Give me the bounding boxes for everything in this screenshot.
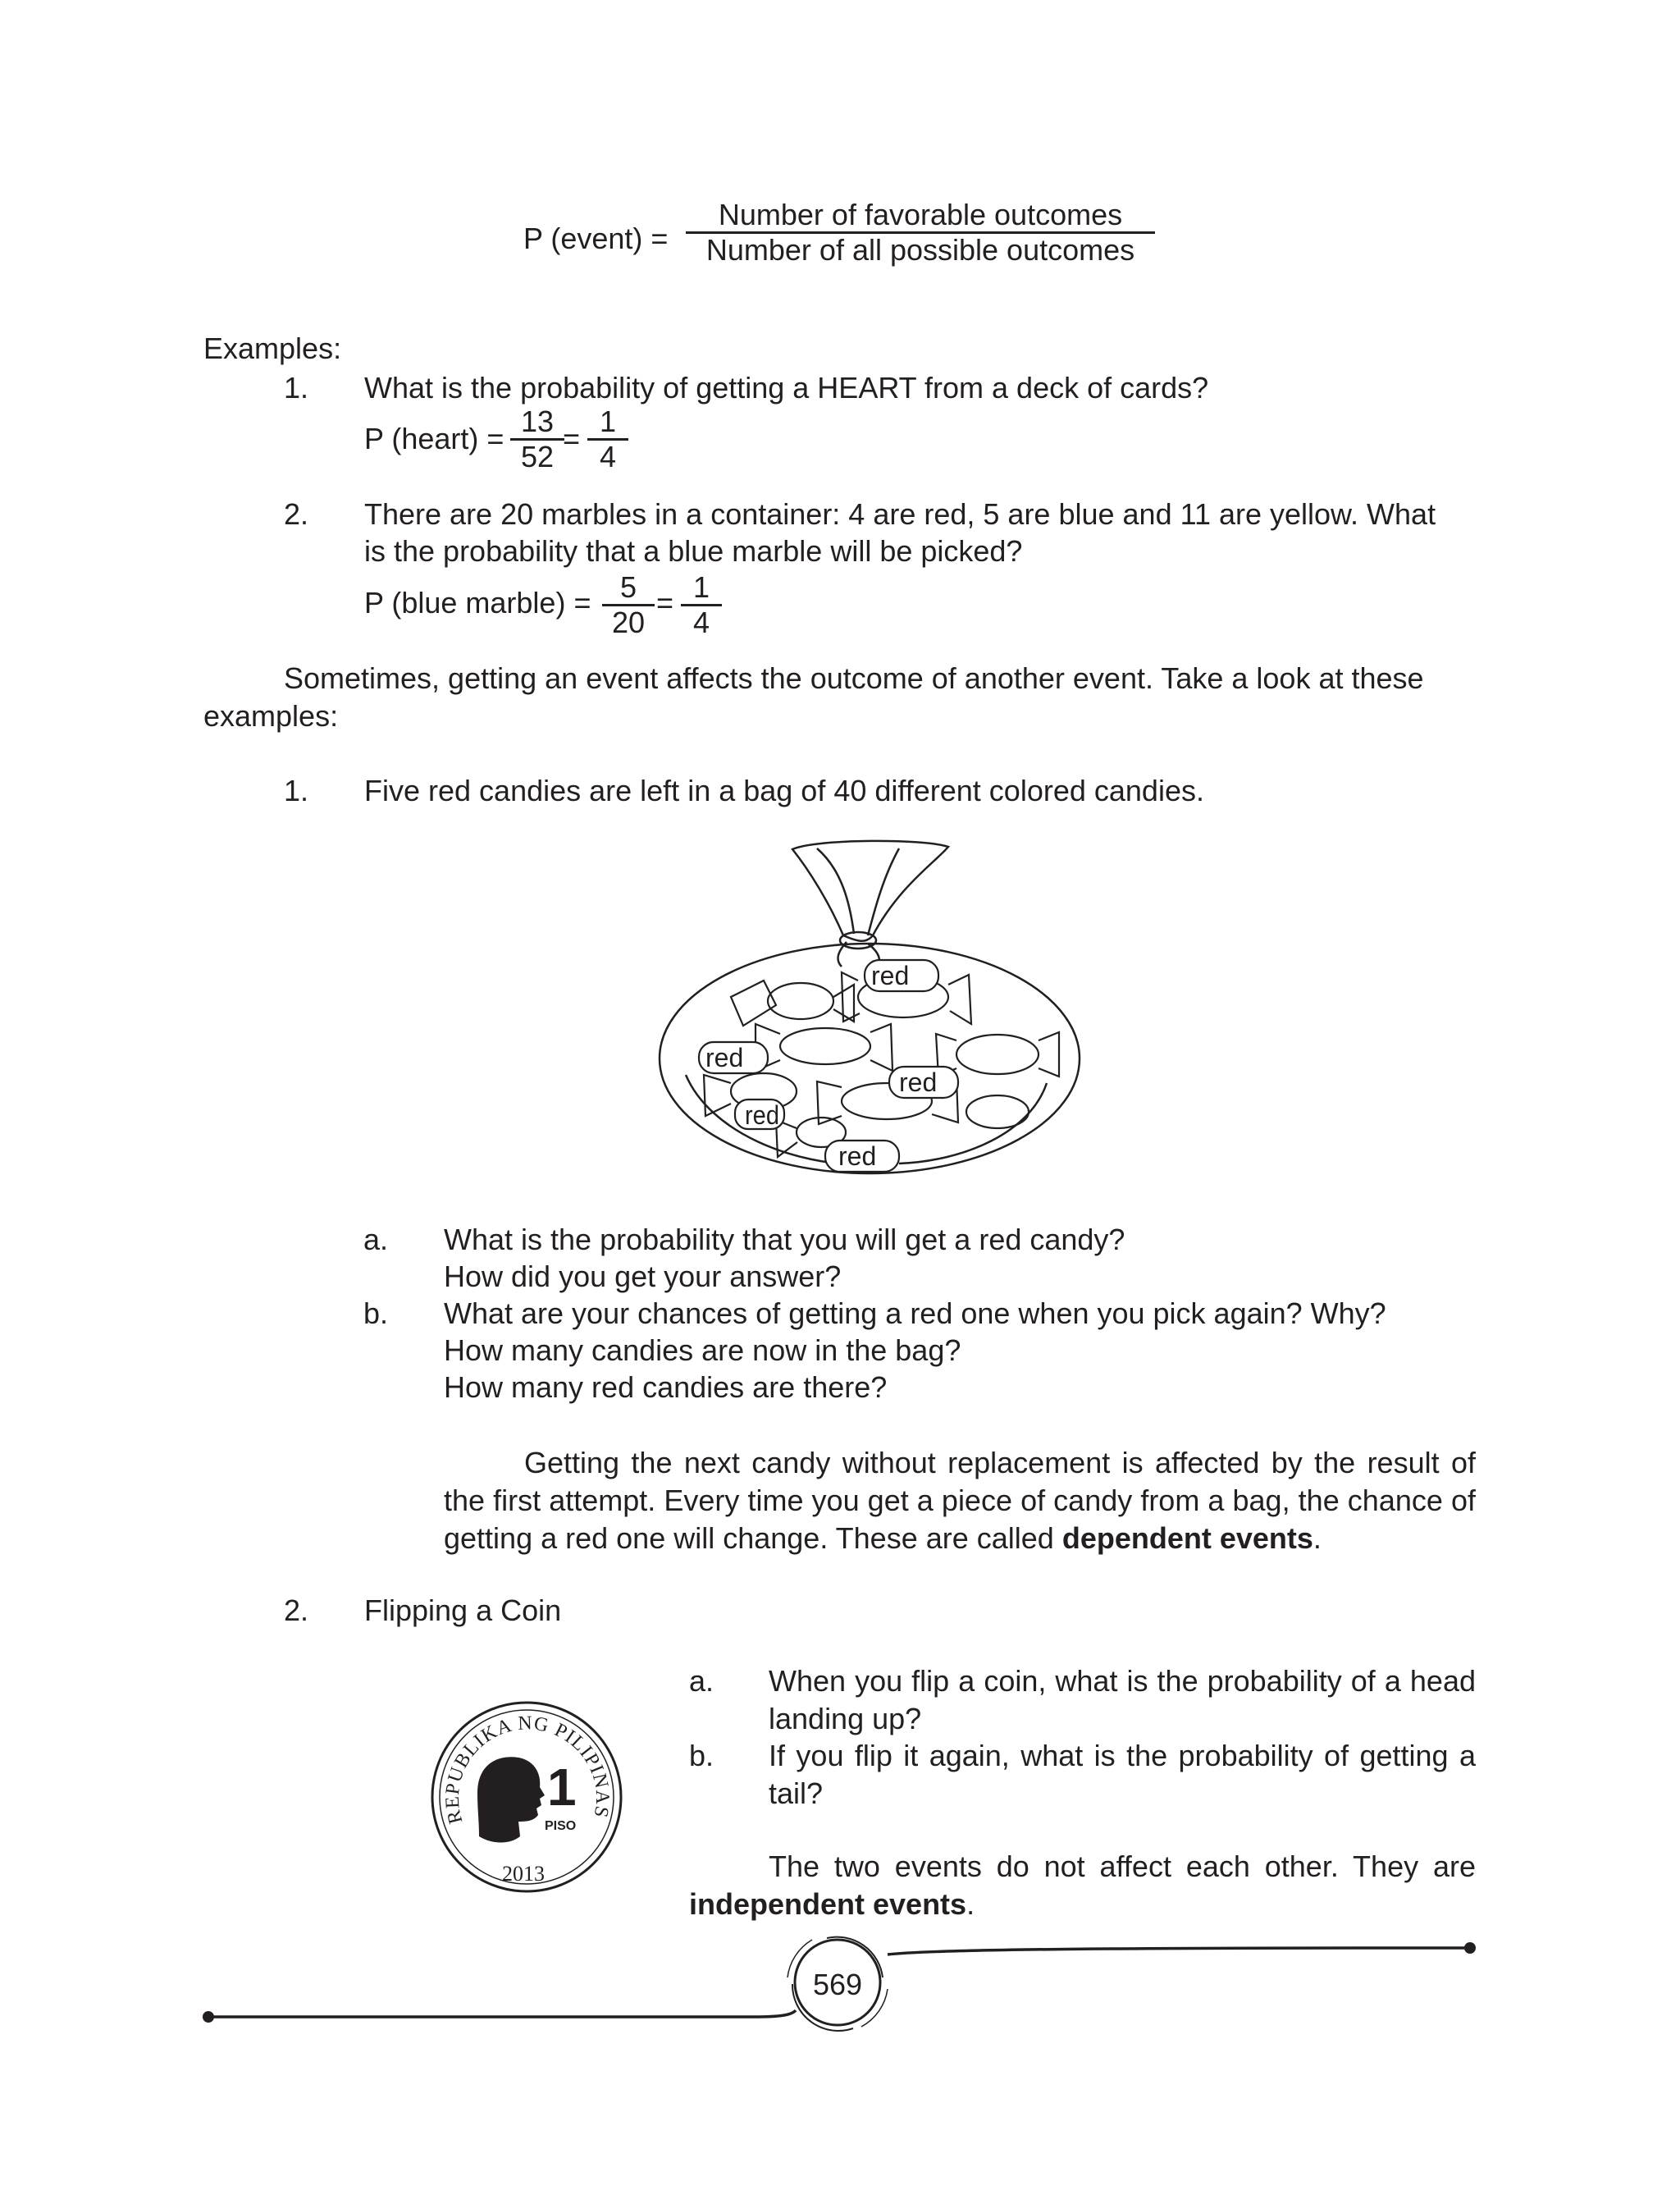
example1-number: 1. [284,371,309,405]
intro-line2: examples: [203,699,339,733]
item2-number: 2. [284,1593,309,1627]
item2-qa-label: a. [689,1664,714,1698]
coin-illustration [428,1699,625,1895]
item1-text: Five red candies are left in a bag of 40 different colored candies. [364,774,1204,807]
example2-line2: is the probability that a blue marble will be picked? [364,534,1023,568]
formula-denominator: Number of all possible outcomes [705,233,1135,267]
example2-number: 2. [284,497,309,531]
example1-fraction-2: $\frac{1}{4}$ [587,405,628,473]
example1-question: What is the probability of getting a HEART from a deck of cards? [364,371,1209,405]
coin-unit: PISO [545,1819,577,1833]
example1-equals: = [563,422,581,455]
dependent-events-paragraph: Getting the next candy without replacement is affected by the result of the first attempt. Every time you get a piece of candy from a bag, the chance of getting a red one will change. These are called dependent events. [444,1446,1476,1555]
item1-qb-line1: What are your chances of getting a red one when you pick again? Why? [444,1296,1386,1330]
item1-qb-line2: How many candies are now in the bag? [444,1333,961,1367]
item2-qa-text: When you flip a coin, what is the probability of a head landing up? [769,1664,1476,1735]
independent-events-paragraph: The two events do not affect each other. They are independent events. [689,1849,1476,1921]
formula-fraction [686,199,1155,267]
candy-label: red [745,1100,779,1130]
candy-label: red [838,1141,877,1171]
example2-fraction-1: $\frac{5}{20}$ [602,571,655,639]
coin-year: 2013 [502,1862,545,1886]
candy-label: red [899,1068,938,1097]
item1-number: 1. [284,774,309,807]
item1-qa-line1: What is the probability that you will get a red candy? [444,1223,1125,1256]
example1-fraction-1: $\frac{13}{52}$ [510,405,564,473]
example2-fraction-2: $\frac{1}{4}$ [681,571,722,639]
examples-heading: Examples: [203,331,342,365]
candy-label: red [705,1043,744,1072]
candy-bag-illustration [653,837,1089,1182]
formula-numerator: Number of favorable outcomes [686,199,1155,234]
dependent-events-term: dependent events [1061,1521,1313,1555]
coin-value: 1 [547,1758,577,1817]
page-number: 569 [812,1968,863,2001]
item2-qb-label: b. [689,1739,714,1772]
example2-line1: There are 20 marbles in a container: 4 are red, 5 are blue and 11 are yellow. What [364,497,1436,531]
example2-lhs: P (blue marble) = [364,586,591,620]
item2-qb-text: If you flip it again, what is the probability of getting a tail? [769,1739,1476,1810]
item2-title: Flipping a Coin [364,1593,562,1627]
item1-qa-label: a. [363,1223,389,1256]
profile-silhouette-icon [477,1757,545,1842]
independent-events-term: independent events [689,1887,967,1921]
item1-qb-line3: How many red candies are there? [444,1370,888,1404]
formula-lhs: P (event) = [523,222,669,255]
intro-line1: Sometimes, getting an event affects the outcome of another event. Take a look at these [284,661,1424,695]
coin-arc-text: REPUBLIKA NG PILIPINAS [441,1712,614,1827]
candy-label: red [871,961,910,990]
example1-lhs: P (heart) = [364,422,504,455]
example2-equals: = [656,586,674,620]
item1-qb-label: b. [363,1296,389,1330]
item1-qa-line2: How did you get your answer? [444,1260,842,1293]
